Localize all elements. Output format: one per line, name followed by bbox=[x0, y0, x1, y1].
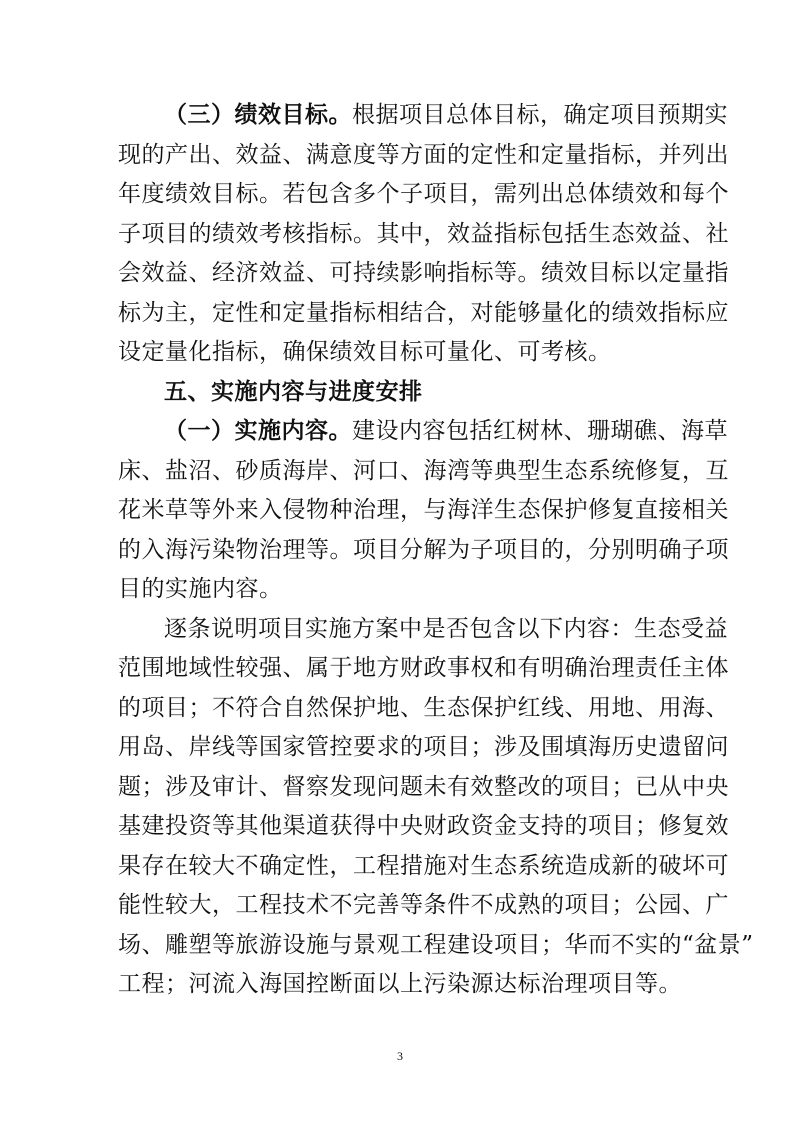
paragraph-line: （一）实施内容。建设内容包括红树林、珊瑚礁、海草 bbox=[164, 418, 728, 444]
paragraph-line: 现的产出、效益、满意度等方面的定性和定量指标，并列出 bbox=[118, 141, 729, 168]
paragraph-line: 逐条说明项目实施方案中是否包含以下内容：生态受益 bbox=[164, 615, 728, 642]
paragraph-exclusion-list bbox=[118, 610, 754, 1005]
paragraph-line: 标为主，定性和定量指标相结合，对能够量化的绩效指标应 bbox=[118, 299, 729, 326]
paragraph-line: 果存在较大不确定性，工程措施对生态系统造成新的破坏可 bbox=[118, 852, 729, 879]
paragraph-line: 用岛、岸线等国家管控要求的项目；涉及围填海历史遗留问 bbox=[118, 734, 729, 760]
paragraph-line: 的项目；不符合自然保护地、生态保护红线、用地、用海、 bbox=[118, 694, 729, 721]
paragraph-line: 的入海污染物治理等。项目分解为子项目的，分别明确子项 bbox=[118, 536, 729, 563]
paragraph-performance-goals bbox=[118, 96, 729, 373]
paragraph-line: 题；涉及审计、督察发现问题未有效整改的项目；已从中央 bbox=[118, 773, 729, 800]
paragraph-line: （三）绩效目标。根据项目总体目标，确定项目预期实 bbox=[164, 102, 728, 128]
section-label: （三）绩效目标。 bbox=[164, 102, 352, 128]
paragraph-line: 子项目的绩效考核指标。其中，效益指标包括生态效益、社 bbox=[118, 220, 729, 247]
paragraph-line: 设定量化指标，确保绩效目标可量化、可考核。 bbox=[118, 339, 612, 365]
paragraph-line: 能性较大，工程技术不完善等条件不成熟的项目；公园、广 bbox=[118, 892, 729, 918]
paragraph-line: 床、盐沼、砂质海岸、河口、海湾等典型生态系统修复，互 bbox=[118, 457, 729, 484]
document-body bbox=[118, 96, 754, 1005]
page-number: 3 bbox=[397, 1049, 403, 1063]
paragraph-line: 工程；河流入海国控断面以上污染源达标治理项目等。 bbox=[118, 971, 682, 997]
section-label: （一）实施内容。 bbox=[164, 418, 352, 444]
paragraph-line: 会效益、经济效益、可持续影响指标等。绩效目标以定量指 bbox=[118, 260, 729, 286]
paragraph-line: 年度绩效目标。若包含多个子项目，需列出总体绩效和每个 bbox=[118, 181, 729, 207]
paragraph-implementation-content bbox=[118, 412, 729, 610]
paragraph-line: 基建投资等其他渠道获得中央财政资金支持的项目；修复效 bbox=[118, 813, 729, 839]
section-heading: 五、实施内容与进度安排 bbox=[164, 378, 423, 405]
paragraph-line: 范围地域性较强、属于地方财政事权和有明确治理责任主体 bbox=[118, 655, 729, 681]
paragraph-line: 场、雕塑等旅游设施与景观工程建设项目；华而不实的“盆景” bbox=[118, 931, 754, 958]
paragraph-line: 目的实施内容。 bbox=[118, 576, 283, 602]
paragraph-line: 花米草等外来入侵物种治理，与海洋生态保护修复直接相关 bbox=[118, 497, 729, 523]
